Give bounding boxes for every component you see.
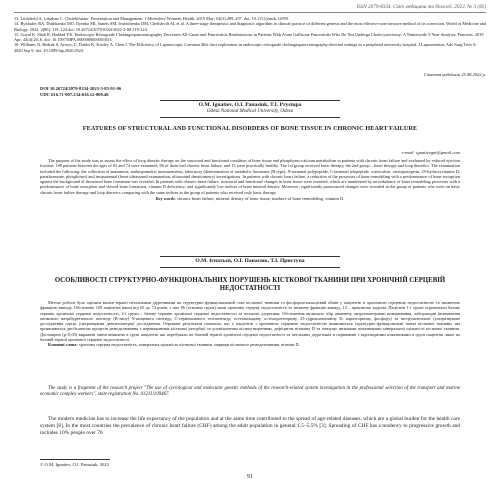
- abstract-uk: [40, 300, 460, 347]
- doi-block: [40, 86, 121, 98]
- body-paragraph: The modern medicine has to increase the life expectancy of the population and at the same time contributed to the spread of age-related diseases, which are a global burden for the health care system [8]. In the most countries the prevalence of chronic heart failure (CHF) among the adult population in general 1.5–5.5% [3]. Spreading of CHF has a tendency to progressive growth and includes 10% people over 70: [40, 416, 460, 436]
- keywords-uk-label: Ключові слова: [48, 342, 77, 347]
- keywords-uk-text: : хронічна серцева недостатність, мінеральна щільність кісткової тканини, маркери кісткового ремоделювання, вітамін D.: [76, 342, 300, 347]
- accepted-date: Стаття надійшла 25.08.2022 р.: [423, 72, 486, 77]
- authors-uk-block: [14, 258, 486, 265]
- reference-item: 13. Littlefield A, Lenahan C. Cholelithiasis: Presentation and Management. J Midwifery Womens Health. 2019 May; 64(3):289–297. doi: 10.1111/jmwh.12959.: [14, 16, 290, 21]
- abstract-en-text: The purpose of the study was to assess the effect of loop diuretic therapy on the structural and functional condition of bone tissue and phosphorus-calcium metabolism in patients with chronic heart failure and evaluated by reduced ejection fraction. 109 patients between the ages of 65 and 74 were examined, 86 of them had chronic heart failure, and 13 were practically healthy. The 1st group received basic therapy, the 2nd group – basic therapy and loop diuretics. The examination included the following: the collection of anamnesis, anthropometric measurements, laboratory (determination of metabolic hormones (B-type), N-terminal polypeptide, C-terminal telopeptide, osteocalcin, osteoprotegerin, 25-hydroxyvitamin D, parathormone, phosphorus) and instrumental (heart ultrasound examination, ultrasound densitometry) investigations. In patients with chronic heart failure, a reduction of the processes of bone remodeling with a predominance of bone resorption against the background of decreased bone formation was revealed. In patients with chronic heart failure, structural and functional changes in bone tissue were revealed, which are manifested by an imbalance of bone remodeling processes with a predominance of bone resorption and slowed bone formation, vitamin D deficiency, and significantly low indices of bone mineral density. Moreover, significantly pronounced changes were revealed in the group of patients who were on basic chronic heart failure therapy and loop diuretics comparing with the same indices in the group of patients who received only basic therapy.: [40, 158, 460, 195]
- affiliation-en: Odesa National Medical University, Odesa: [206, 108, 294, 114]
- page-number: 91: [247, 474, 253, 480]
- author-email: e-mail: ignatievgm@gmail.com: [401, 150, 460, 155]
- footnote-rule: [40, 459, 110, 460]
- keywords-en-label: Key words: [155, 195, 175, 201]
- udc-line: UDC 616.71-007.234:616.12-008.46: [40, 92, 109, 97]
- abstract-uk-text: Метою роботи було оцінити вплив терапії петльовими діуретиками на структурно-функціональний стан кісткової тканини та фосфорно-кальцієвий обмін у пацієнтів із хронічною серцевою недостатністю та зниженою фракцією викиду. Обстежено 109 пацієнтів віком від 65 до 74 років, з них 86 (основна група) мали хронічну серцеву недостатність та знижену фракцію викиду, 13 – практично здорові. Пацієнти 1-ї групи отримували базову терапію хронічної серцевої недостатності, 2-ї групи – базову терапію хронічної серцевої недостатності та петльові діуретики. Обстеження включало збір анамнезу, антропометричні вимірювання, лабораторні (визначення мозкового натрійуретичного пептиду (B-типу) N-кінцевого пептиду, С-термінального телопептиду, остеокальцину, остеопротегерину, 25-гідроксивітаміну D, паратгормону, фосфору) та інструментальні (ультразвукове дослідження серця, ультразвукова денситометрія) дослідження. Отримані результати показали, що у пацієнтів з хронічною серцевою недостатністю виявляються структурно-функціональні зміни кісткової тканини, які проявляються дисбалансом процесів ремоделювання з переважанням кісткової резорбції та уповільненим кісткоутворенням, дефіцитом вітаміну D та значущо низькими показниками мінеральної щільності кісткової тканини. Достовірно (p<0,05) виражені зміни виявлено в групі пацієнтів, які перебували на базовій терапії хронічної серцевої недостатності та петльових діуретиках в порівнянні з відповідними показниками в групі пацієнтів лише на базовій терапії хронічної серцевої недостатності.: [40, 300, 460, 342]
- authors-uk: О.М. Ігнатьєв, О.І. Панасюк, Т.І. Приступа: [195, 258, 305, 264]
- reference-item: 14. Bykhalov RA, Dushkenko MO, Ilyenko MI, Sanets SM, Ivashchenko DM, Chelishvili AL et al. A three-stage therapeutic and diagnostic algorithm in clinical practice of different genesis and the most effective non-invasive method of its correction. World of Medicine and Biology. 2022; 2(80): 119–124.doi: 10.26724/2079-8334-2022-2-80-119-124: [14, 21, 486, 32]
- keywords-uk: [40, 342, 460, 347]
- journal-header: ISSN 2079-8334. Світ медицини та біології. 2023. № 3 (85): [356, 4, 486, 10]
- authors-rule-bottom: [160, 117, 340, 118]
- doi-line: DOI 10.26724/2079-8334-2023-3-85-91-96: [40, 86, 122, 91]
- research-project-text: The study is a fragment of the research project "The use of cyclological and molecular genetic methods of the research-related system investigation in the professional selection of the transport and marine economic complex workers", state registration No. 0121U109467.: [40, 386, 460, 398]
- copyright: © O.M. Ignatiev, O.I. Panasiuk, 2023: [40, 462, 109, 467]
- keywords-en: [40, 196, 460, 201]
- header-rule: [14, 12, 486, 13]
- research-project-note: [40, 386, 460, 398]
- reference-list: [14, 16, 486, 53]
- authors-uk-rule-top: [160, 256, 340, 257]
- authors-uk-rule-bottom: [160, 267, 340, 268]
- reference-item: 16. Williams N, Bedrak S, Arroyo U, Dobbs K, Kirsley A, Chen I. The Efficiency of Laparoscopic Common Bile duct exploration in endoscopic retrograde cholangiopancreatography-directed settings in a peripheral university hospital. J Laparoendosc Adv Surg Tech A. 2020 Sep 9; doi: 10.1089/lap.2020.0523.: [14, 42, 477, 53]
- keywords-en-text: : chronic heart failure, mineral density of bone tissue, markers of bone remodeling, vitamin D.: [174, 195, 345, 201]
- article-title-en: FEATURES OF STRUCTURAL AND FUNCTIONAL DISORDERS OF BONE TISSUE IN CHRONIC HEART FAILURE: [82, 125, 418, 132]
- article-title-uk: ОСОБЛИВОСТІ СТРУКТУРНО-ФУНКЦІОНАЛЬНИХ ПОРУШЕНЬ КІСТКОВОЇ ТКАНИНИ ПРИ ХРОНІЧНІЙ СЕРЦЕВІЙ НЕДОСТАТНОСТІ: [54, 277, 446, 292]
- article-body: [40, 416, 460, 436]
- authors-en-block: [14, 102, 486, 115]
- authors-rule-top: [160, 100, 340, 101]
- authors-en: O.M. Ignatiev, O.I. Panasiuk, T.I. Prystupa: [198, 102, 302, 108]
- abstract-en: [40, 158, 460, 201]
- reference-item: 15. Goyal K, Shah R, Haddad YK. Endoscopic Retrograde Cholangiopancreatography Decreases All-Cause and Pancreatitis Readmissions in Patients With Acute Gallstone Pancreatitis Who Do Not Undergo Cholecystectomy: A Nationwide 5-Year Analysis. Pancreas. 2019 Apr; 43(4):20–6. doi: 10.1097/MPA.0000000000001033.: [14, 31, 484, 43]
